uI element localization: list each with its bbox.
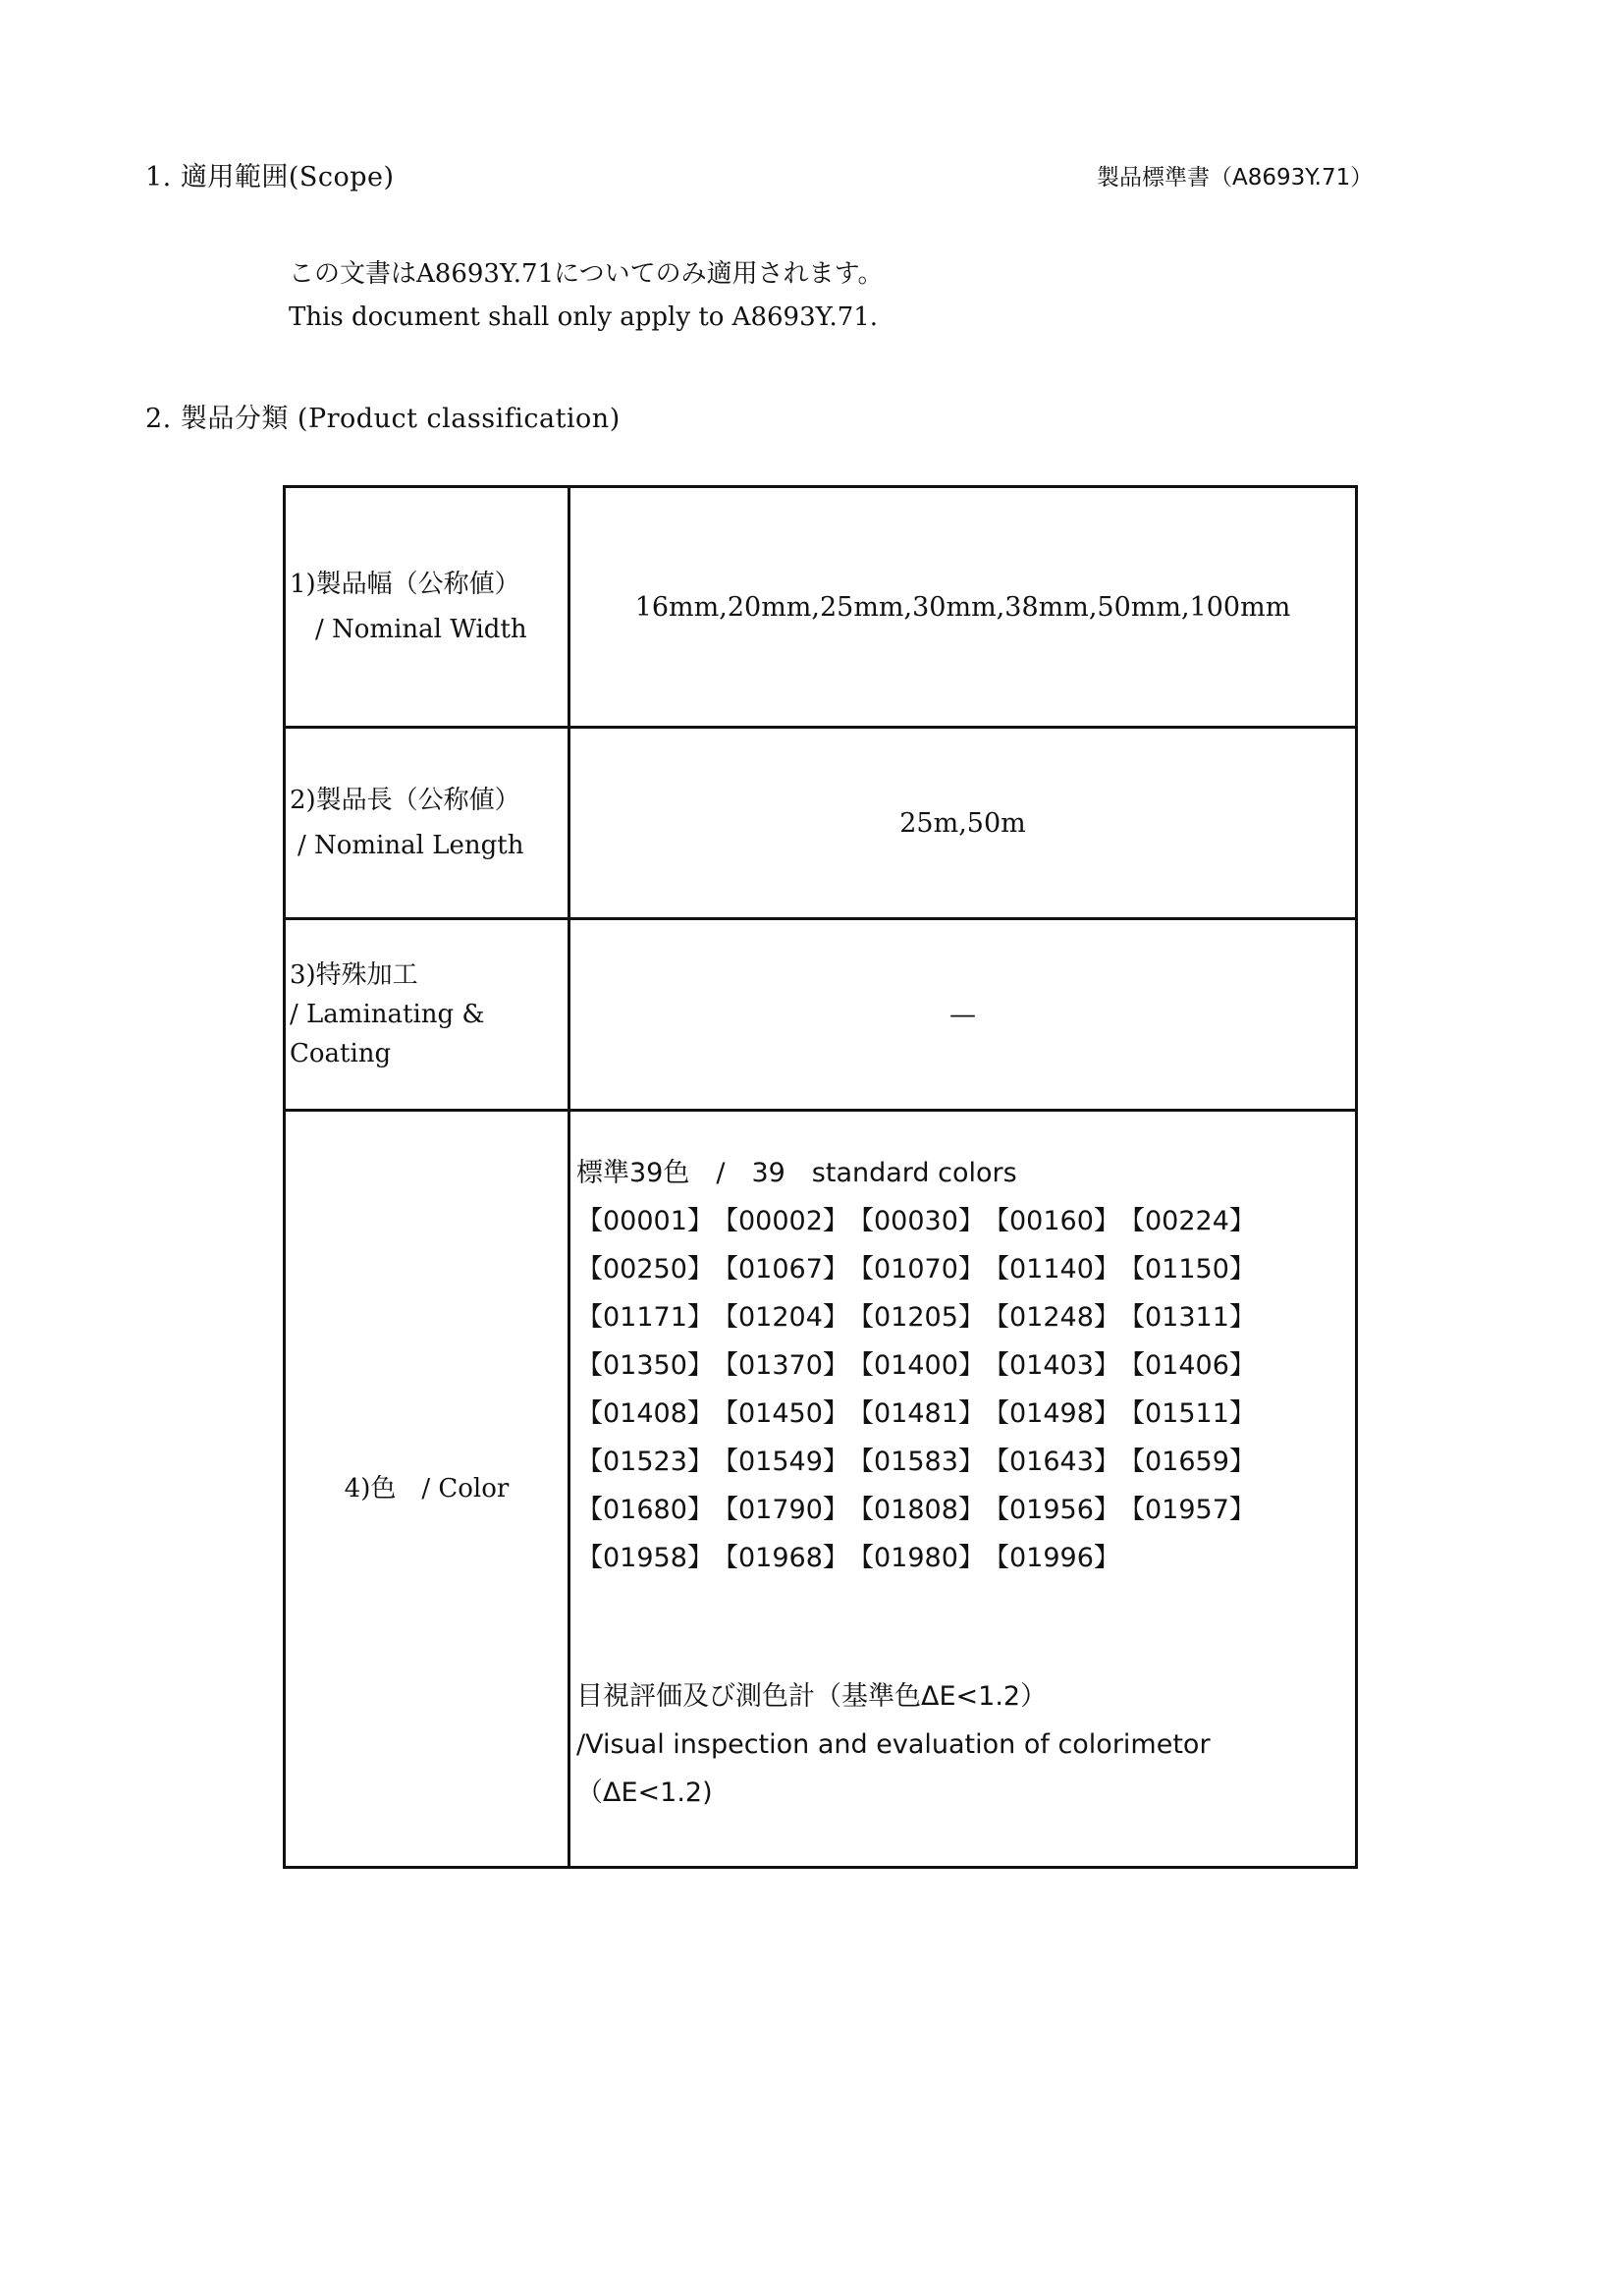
table-row-color xyxy=(285,1111,1357,1868)
label-line: 1)製品幅（公称値） xyxy=(290,570,520,599)
row-label xyxy=(286,956,568,1073)
color-code: 【01171】 xyxy=(576,1302,714,1333)
color-code: 【01204】 xyxy=(712,1302,849,1333)
label-line: / Laminating & xyxy=(290,1000,485,1029)
color-code: 【01958】 xyxy=(576,1543,714,1573)
label-line: / Nominal Width xyxy=(315,615,527,644)
color-code: 【01140】 xyxy=(983,1254,1120,1285)
color-code: 【01406】 xyxy=(1118,1350,1256,1381)
color-code: 【01403】 xyxy=(983,1350,1120,1381)
scope-paragraph-ja: この文書はA8693Y.71についてのみ適用されます。 xyxy=(289,259,884,289)
color-code: 【01067】 xyxy=(712,1254,849,1285)
color-code: 【01150】 xyxy=(1118,1254,1256,1285)
color-code: 【01248】 xyxy=(983,1302,1120,1333)
color-code: 【01481】 xyxy=(847,1398,985,1429)
table-row-nominal-width xyxy=(285,487,1357,728)
color-code: 【01070】 xyxy=(847,1254,985,1285)
color-code: 【00250】 xyxy=(576,1254,714,1285)
color-code: 【01790】 xyxy=(712,1495,849,1525)
color-value-cell xyxy=(569,1111,1357,1868)
color-code: 【01968】 xyxy=(712,1543,849,1573)
color-code: 【00224】 xyxy=(1118,1206,1256,1236)
label-line: / Nominal Length xyxy=(298,831,524,860)
row-label xyxy=(286,778,568,868)
label-cell xyxy=(285,728,569,919)
nominal-length-value: 25m,50m xyxy=(569,728,1357,919)
inspection-note-line3: （ΔE<1.2) xyxy=(576,1777,713,1808)
color-code: 【01511】 xyxy=(1118,1398,1256,1429)
color-code: 【01498】 xyxy=(983,1398,1120,1429)
color-code: 【01450】 xyxy=(712,1398,849,1429)
color-code: 【01643】 xyxy=(983,1447,1120,1477)
color-code: 【01311】 xyxy=(1118,1302,1256,1333)
color-code: 【00002】 xyxy=(712,1206,849,1236)
product-classification-table xyxy=(283,485,1358,1869)
laminating-coating-value: — xyxy=(569,919,1357,1111)
section2-title: 2. 製品分類 (Product classification) xyxy=(145,404,621,434)
document-id: 製品標準書（A8693Y.71） xyxy=(1097,165,1374,191)
color-code: 【01350】 xyxy=(576,1350,714,1381)
color-code: 【00160】 xyxy=(983,1206,1120,1236)
color-heading: 標準39色 / 39 standard colors xyxy=(576,1158,1017,1188)
table-row-laminating-coating xyxy=(285,919,1357,1111)
label-line: 2)製品長（公称値） xyxy=(290,786,520,815)
color-block xyxy=(570,1112,1355,1866)
inspection-note-line1: 目視評価及び測色計（基準色ΔE<1.2） xyxy=(576,1681,1048,1712)
color-code: 【01549】 xyxy=(712,1447,849,1477)
color-code: 【01659】 xyxy=(1118,1447,1256,1477)
color-code: 【01808】 xyxy=(847,1495,985,1525)
label-line: Coating xyxy=(290,1039,392,1068)
color-code: 【00030】 xyxy=(847,1206,985,1236)
label-cell xyxy=(285,487,569,728)
color-code: 【01957】 xyxy=(1118,1495,1256,1525)
color-code: 【01996】 xyxy=(983,1543,1120,1573)
color-code: 【01400】 xyxy=(847,1350,985,1381)
color-label: 4)色 / Color xyxy=(285,1111,569,1868)
color-code: 【01583】 xyxy=(847,1447,985,1477)
label-line: 3)特殊加工 xyxy=(290,960,418,990)
color-code: 【01370】 xyxy=(712,1350,849,1381)
color-code: 【01956】 xyxy=(983,1495,1120,1525)
scope-paragraph-en: This document shall only apply to A8693Y.71. xyxy=(289,302,879,332)
color-code: 【01205】 xyxy=(847,1302,985,1333)
color-code: 【00001】 xyxy=(576,1206,714,1236)
nominal-width-value: 16mm,20mm,25mm,30mm,38mm,50mm,100mm xyxy=(569,487,1357,728)
color-code-list xyxy=(576,1197,1355,1582)
table-row-nominal-length xyxy=(285,728,1357,919)
color-code: 【01408】 xyxy=(576,1398,714,1429)
inspection-note-line2: /Visual inspection and evaluation of colorimetor xyxy=(576,1729,1211,1760)
spacer xyxy=(576,1582,1355,1672)
color-code: 【01523】 xyxy=(576,1447,714,1477)
label-cell xyxy=(285,919,569,1111)
color-code: 【01980】 xyxy=(847,1543,985,1573)
color-code: 【01680】 xyxy=(576,1495,714,1525)
section1-title: 1. 適用範囲(Scope) xyxy=(145,162,395,192)
row-label xyxy=(286,562,568,652)
